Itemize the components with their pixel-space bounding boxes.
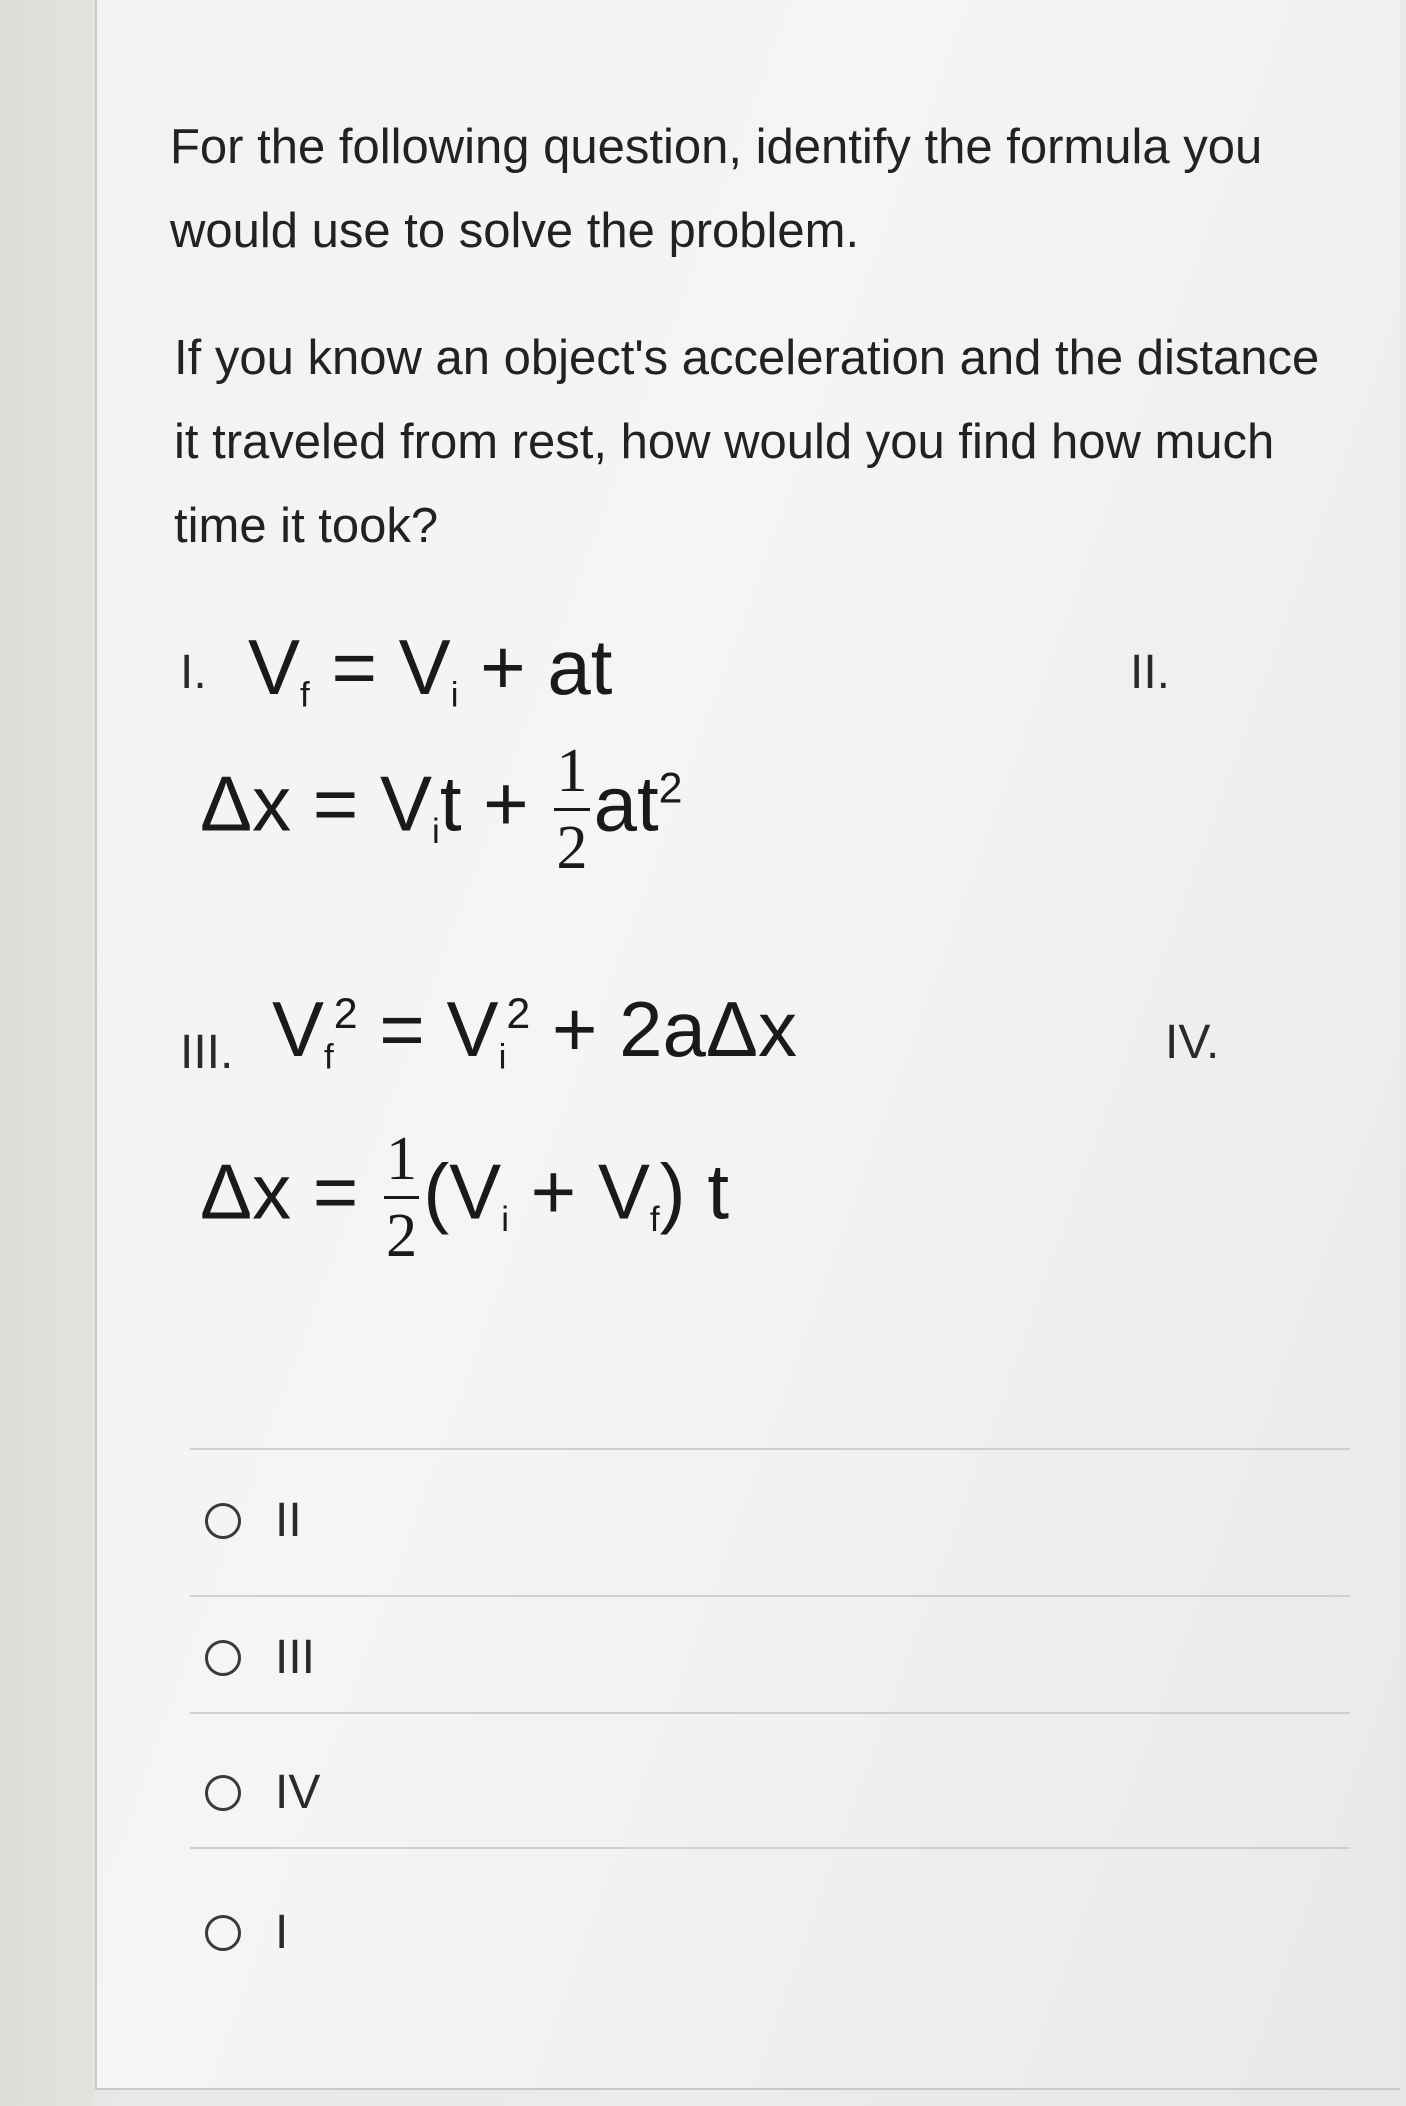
- choice-label: III: [275, 1631, 316, 1684]
- formula-iii-lhs-sub: f: [324, 1037, 334, 1077]
- formula-iv-plus: + V: [509, 1147, 650, 1236]
- formula-i: [248, 623, 613, 715]
- formula-i-lhs-sub: f: [300, 675, 310, 715]
- formula-iv-sub-i: i: [501, 1199, 509, 1239]
- formula-ii-fraction-numerator: 1: [554, 740, 589, 811]
- formula-ii-mid: t +: [439, 759, 551, 848]
- formula-i-numeral: I.: [180, 646, 207, 699]
- formula-iii-lhs: V: [272, 985, 325, 1073]
- formula-iv-fraction: [384, 1124, 419, 1271]
- formula-ii-numeral: II.: [1130, 646, 1171, 699]
- formula-iv-sub-f: f: [649, 1199, 660, 1239]
- formula-iii-eq: = V: [357, 985, 499, 1073]
- choice-divider: [190, 1595, 1350, 1597]
- formula-ii-fraction: [554, 736, 589, 883]
- formula-iii: [272, 985, 797, 1077]
- radio-button[interactable]: [205, 1915, 241, 1951]
- choice-option-iii[interactable]: [190, 1612, 1350, 1732]
- formula-i-rest: + at: [458, 623, 613, 711]
- choice-divider: [190, 1847, 1350, 1849]
- choice-label: II: [275, 1494, 302, 1547]
- choice-divider: [190, 1712, 1350, 1714]
- formula-i-rhs-sub: i: [450, 675, 459, 715]
- formula-iii-rhs-sub: i: [498, 1037, 507, 1077]
- formula-iv-fraction-numerator: 1: [384, 1128, 419, 1199]
- formula-iv-open: (V: [423, 1147, 502, 1236]
- formula-iii-numeral: III.: [180, 1026, 234, 1079]
- question-prompt: If you know an object's acceleration and the distance it traveled from rest, how would you find how much time it took?: [174, 331, 1320, 553]
- formula-iv-close: ) t: [659, 1147, 729, 1236]
- radio-button[interactable]: [205, 1503, 241, 1539]
- choice-option-ii[interactable]: [190, 1475, 1350, 1595]
- formula-ii-fraction-denominator: 2: [556, 813, 588, 883]
- formula-iv: [200, 1124, 729, 1271]
- choice-option-iv[interactable]: [190, 1747, 1350, 1867]
- choice-label: IV: [275, 1766, 321, 1819]
- formula-iv-numeral: IV.: [1165, 1016, 1220, 1069]
- choice-divider: [190, 1448, 1350, 1450]
- formula-i-lhs: V: [248, 623, 301, 711]
- formula-ii-tail-sup: 2: [658, 764, 683, 813]
- formula-iv-lhs: Δx =: [200, 1147, 380, 1236]
- formula-ii-sub-i: i: [432, 811, 440, 851]
- formula-iii-rhs-sup: 2: [506, 990, 531, 1039]
- formula-ii-lhs: Δx = V: [200, 759, 433, 848]
- radio-button[interactable]: [205, 1640, 241, 1676]
- radio-button[interactable]: [205, 1775, 241, 1811]
- choice-option-i[interactable]: [190, 1887, 1350, 2007]
- formula-iii-lhs-sup: 2: [333, 990, 358, 1039]
- choice-label: I: [275, 1906, 289, 1959]
- page-background: [0, 0, 95, 2106]
- formula-iv-fraction-denominator: 2: [386, 1201, 418, 1271]
- formula-i-eq: = V: [309, 623, 451, 711]
- formula-ii-tail: at: [593, 759, 659, 848]
- formula-ii: [200, 736, 683, 883]
- question-instruction: For the following question, identify the formula you would use to solve the problem.: [170, 120, 1263, 258]
- formula-iii-rest: + 2aΔx: [530, 985, 797, 1073]
